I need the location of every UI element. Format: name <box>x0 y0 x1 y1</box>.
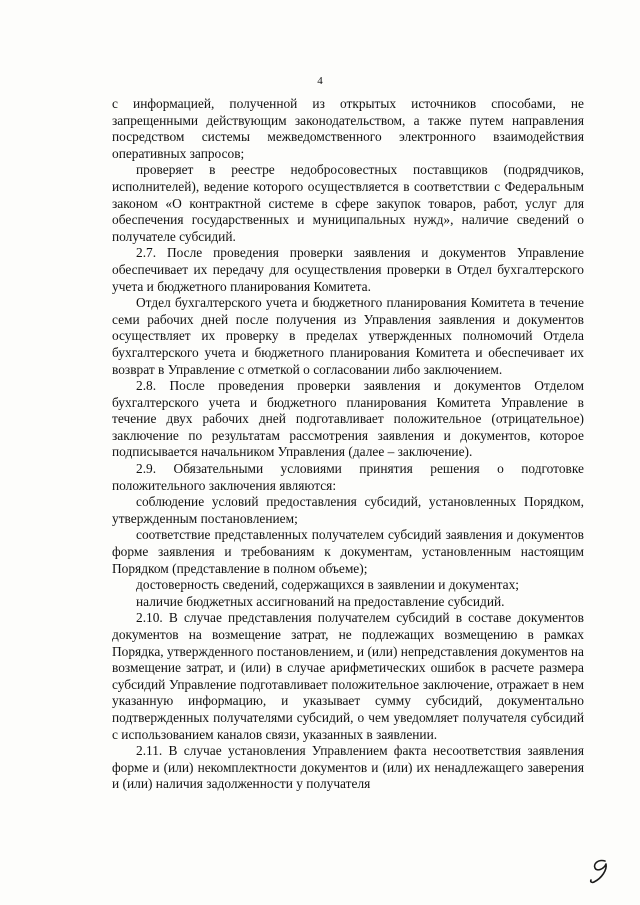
page-number: 4 <box>317 75 323 87</box>
document-body <box>112 96 584 793</box>
paragraph-condition-budget: наличие бюджетных ассигнований на предоставление субсидий. <box>136 593 505 609</box>
paragraph-2-9: 2.9. Обязательными условиями принятия решения о подготовке положительного заключения являются: <box>112 461 584 493</box>
paragraph-condition-reliability: достоверность сведений, содержащихся в заявлении и документах; <box>136 577 520 593</box>
paragraph-2-8: 2.8. После проведения проверки заявления и документов Отделом бухгалтерского учета и бюджетного планирования Комитета Управление в течение двух рабочих дней подготавливает положительное (отрицательное) заключение по результатам рассмотрения заявления и документов, которое подписывается начальником Управления (далее – заключение). <box>112 378 584 460</box>
paragraph-condition-compliance: соблюдение условий предоставления субсидий, установленных Порядком, утвержденным постановлением; <box>112 494 584 526</box>
paragraph-accounting-department: Отдел бухгалтерского учета и бюджетного планирования Комитета в течение семи рабочих дней после получения из Управления заявления и документов осуществляет их проверку в пределах утвержденных полномочий Отдела бухгалтерского учета и бюджетного планирования Комитета и обеспечивает их возврат в Управление с отметкой о согласовании либо заключением. <box>112 295 584 377</box>
paragraph-condition-documents: соответствие представленных получателем субсидий заявления и документов форме заявления и требованиям к документам, установленным настоящим Порядком (представление в полном объеме); <box>112 527 584 576</box>
paragraph-2-11: 2.11. В случае установления Управлением факта несоответствия заявления форме и (или) некомплектности документов и (или) их ненадлежащего заверения и (или) наличия задолженности у получателя <box>112 743 584 792</box>
paragraph-2-7: 2.7. После проведения проверки заявления и документов Управление обеспечивает их передачу для осуществления проверки в Отдел бухгалтерского учета и бюджетного планирования Комитета. <box>112 245 584 294</box>
handwritten-page-mark <box>584 853 618 887</box>
paragraph-continuation: с информацией, полученной из открытых источников способами, не запрещенными действующим законодательством, а также путем направления посредством системы межведомственного электронного взаимодействия оперативных запросов; <box>112 96 584 161</box>
paragraph-2-10: 2.10. В случае представления получателем субсидий в составе документов документов на возмещение затрат, не подлежащих возмещению в рамках Порядка, утвержденного постановлением, и (или) непредставления документов на возмещение затрат, и (или) в случае арифметических ошибок в расчете размера субсидий Управление подготавливает положительное заключение, отражает в нем указанную информацию, и указывает сумму субсидий, документально подтвержденных получателями субсидий, о чем уведомляет получателя субсидий с использованием каналов связи, указанных в заявлении. <box>112 610 584 742</box>
paragraph-registry-check: проверяет в реестре недобросовестных поставщиков (подрядчиков, исполнителей), ведение которого осуществляется в соответствии с Федеральным законом «О контрактной системе в сфере закупок товаров, работ, услуг для обеспечения государственных и муниципальных нужд», наличие сведений о получателе субсидий. <box>112 162 584 244</box>
